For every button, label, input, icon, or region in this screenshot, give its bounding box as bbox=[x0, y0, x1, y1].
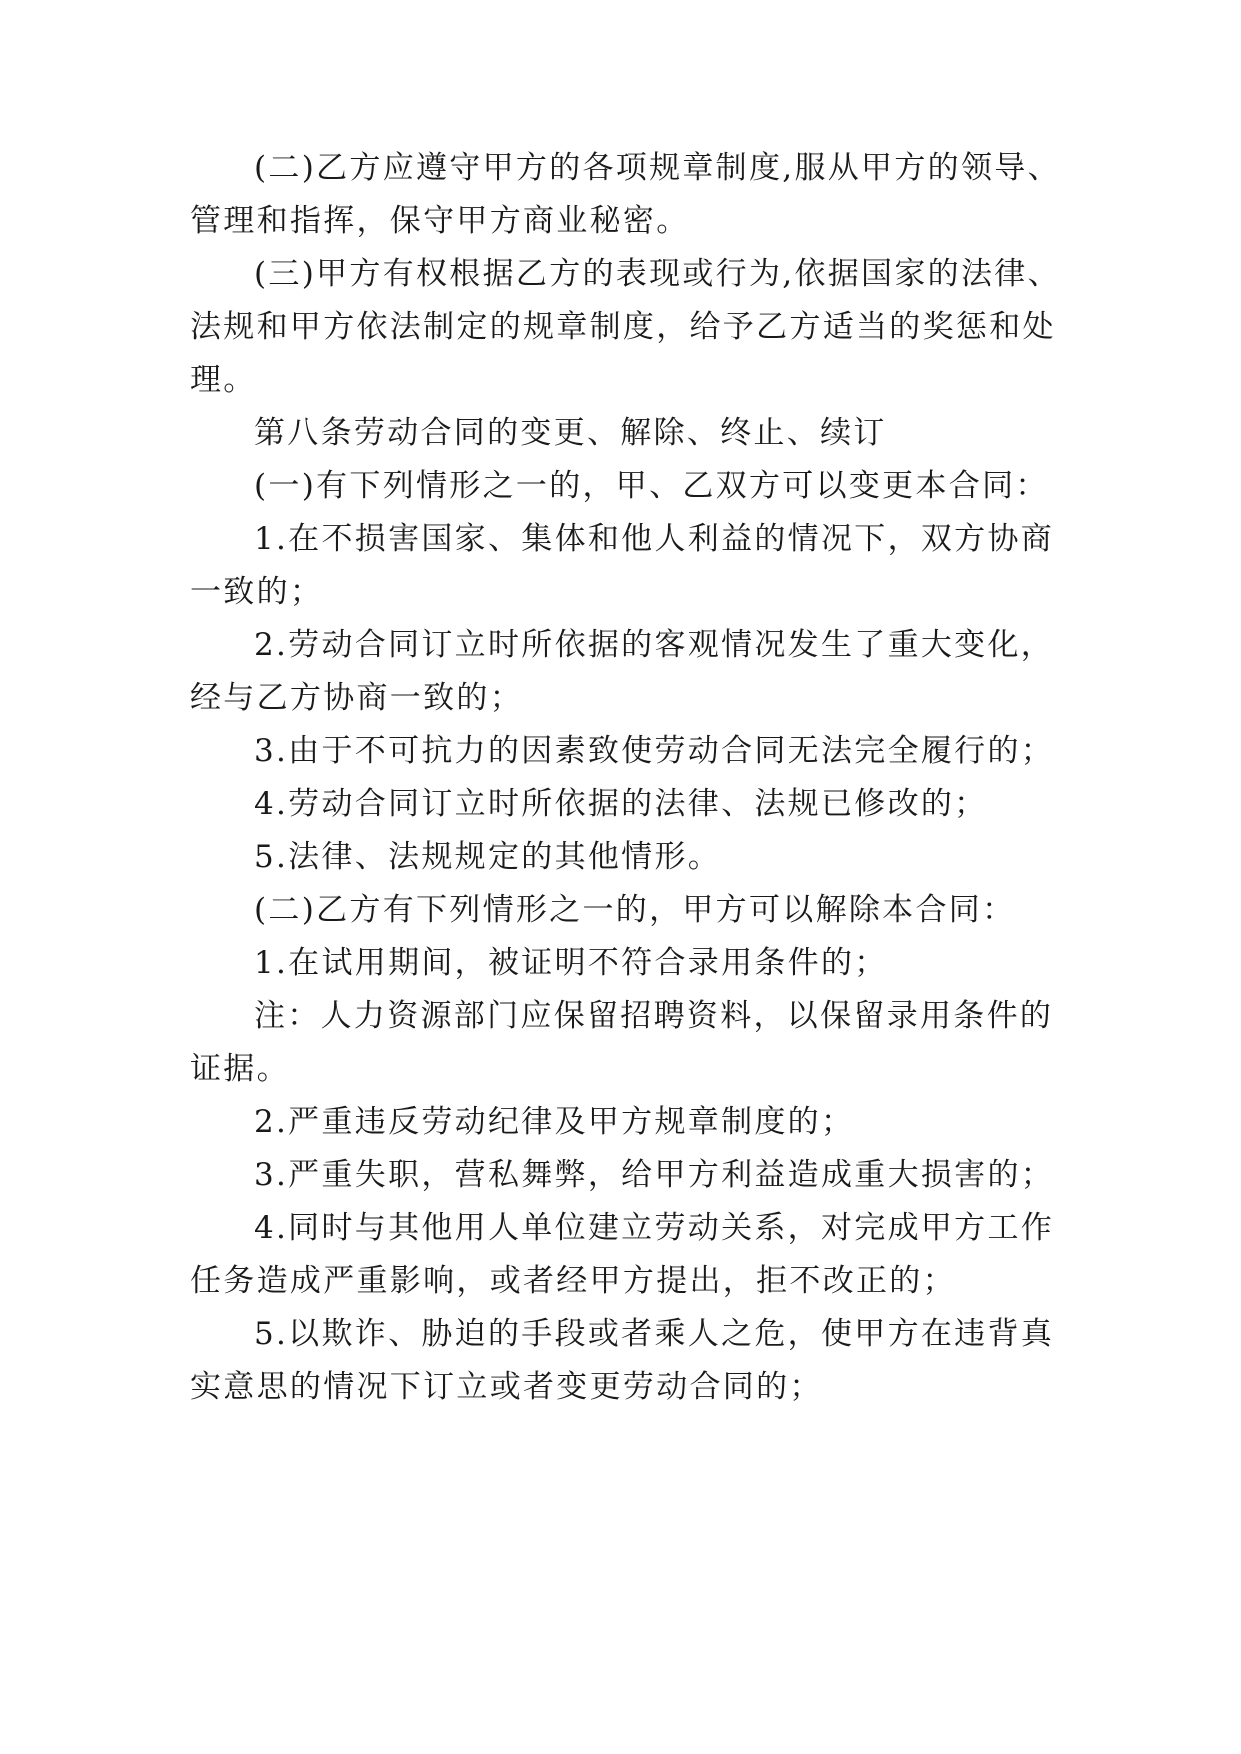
list-item-line: 3.严重失职，营私舞弊，给甲方利益造成重大损害的； bbox=[254, 1157, 1055, 1193]
list-item-line: 4.劳动合同订立时所依据的法律、法规已修改的； bbox=[254, 786, 988, 822]
paragraph-line: (一)有下列情形之一的，甲、乙双方可以变更本合同： bbox=[254, 468, 1049, 504]
paragraph-line: (三)甲方有权根据乙方的表现或行为,依据国家的法律、 bbox=[254, 256, 1061, 292]
paragraph-line: 理。 bbox=[190, 362, 257, 398]
list-item-line: 5.以欺诈、胁迫的手段或者乘人之危，使甲方在违背真 bbox=[254, 1316, 1055, 1352]
paragraph-line: (二)乙方应遵守甲方的各项规章制度,服从甲方的领导、 bbox=[254, 150, 1061, 186]
note-line: 注：人力资源部门应保留招聘资料，以保留录用条件的 bbox=[254, 998, 1054, 1034]
note-line: 证据。 bbox=[190, 1051, 290, 1087]
list-item-line: 1.在试用期间，被证明不符合录用条件的； bbox=[254, 945, 888, 981]
list-item-line: 5.法律、法规规定的其他情形。 bbox=[254, 839, 722, 875]
list-item-line: 任务造成严重影响，或者经甲方提出，拒不改正的； bbox=[190, 1263, 956, 1299]
list-item-line: 一致的； bbox=[190, 574, 324, 610]
paragraph-line: (二)乙方有下列情形之一的，甲方可以解除本合同： bbox=[254, 892, 1016, 928]
list-item-line: 4.同时与其他用人单位建立劳动关系，对完成甲方工作 bbox=[254, 1210, 1055, 1246]
paragraph-line: 管理和指挥，保守甲方商业秘密。 bbox=[190, 203, 690, 239]
list-item-line: 1.在不损害国家、集体和他人利益的情况下，双方协商 bbox=[254, 521, 1055, 557]
section-heading: 第八条劳动合同的变更、解除、终止、续订 bbox=[254, 415, 887, 451]
list-item-line: 经与乙方协商一致的； bbox=[190, 680, 523, 716]
list-item-line: 2.劳动合同订立时所依据的客观情况发生了重大变化， bbox=[254, 627, 1055, 663]
list-item-line: 2.严重违反劳动纪律及甲方规章制度的； bbox=[254, 1104, 855, 1140]
list-item-line: 实意思的情况下订立或者变更劳动合同的； bbox=[190, 1369, 823, 1405]
paragraph-line: 法规和甲方依法制定的规章制度，给予乙方适当的奖惩和处 bbox=[190, 309, 1056, 345]
list-item-line: 3.由于不可抗力的因素致使劳动合同无法完全履行的； bbox=[254, 733, 1055, 769]
